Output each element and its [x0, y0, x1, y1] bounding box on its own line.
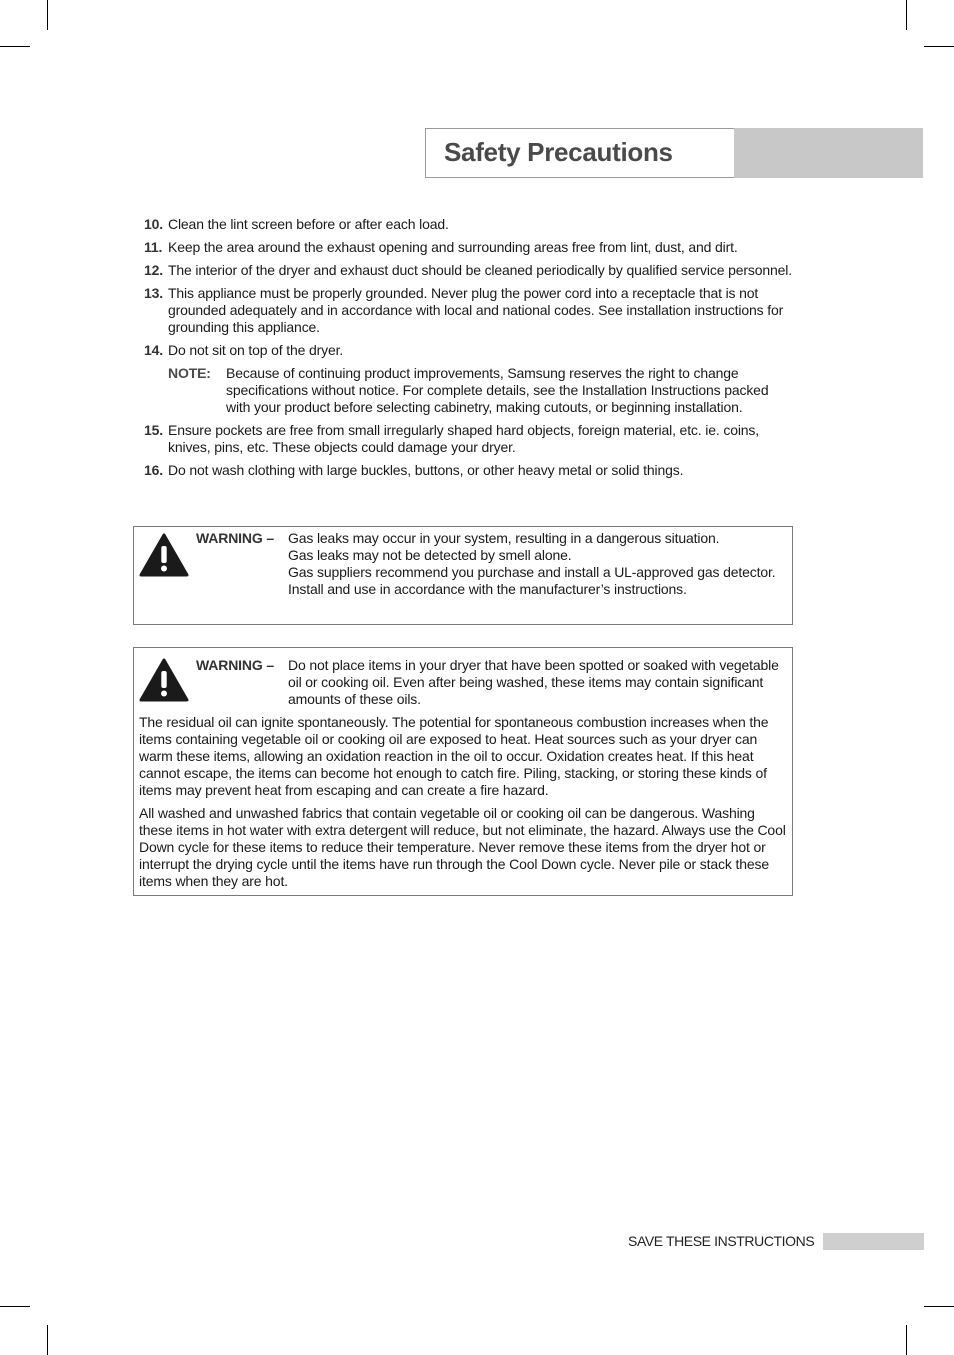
footer-text: SAVE THESE INSTRUCTIONS — [628, 1233, 815, 1249]
item-text: Clean the lint screen before or after each load. — [168, 216, 449, 232]
crop-mark — [0, 1306, 30, 1307]
warning-paragraph: All washed and unwashed fabrics that contain vegetable oil or cooking oil can be dangerous. Washing these items in hot water with extra detergent will reduce, but not eliminate, the hazard. Always use the Cool Down cycle for these items to reduce their temperature. Never remove these items from the dryer hot or interrupt the drying cycle until the items have run through the Cool Down cycle. Never pile or stack these items when they are hot. — [139, 805, 786, 889]
item-text: The interior of the dryer and exhaust duct should be cleaned periodically by qualified service personnel. — [168, 262, 792, 278]
list-item — [142, 285, 794, 336]
warning-text — [288, 648, 792, 708]
list-item — [142, 462, 794, 479]
item-number: 16. — [144, 462, 164, 478]
warning-line: Gas suppliers recommend you purchase and install a UL-approved gas detector. — [288, 564, 776, 580]
item-number: 15. — [144, 422, 164, 438]
warning-paragraph: The residual oil can ignite spontaneously. The potential for spontaneous combustion increases when the items containing vegetable oil or cooking oil are exposed to heat. Heat sources such as your dryer can warm these items, allowing an oxidation reaction in the oil to occur. Oxidation creates heat. If this heat cannot escape, the items can become hot enough to catch fire. Piling, stacking, or storing these kinds of items may prevent heat from escaping and can create a fire hazard. — [139, 714, 769, 798]
crop-mark — [906, 1325, 907, 1355]
warning-triangle-icon — [139, 658, 189, 702]
list-item — [142, 216, 794, 233]
item-text: Do not wash clothing with large buckles, buttons, or other heavy metal or solid things. — [168, 462, 684, 478]
oil-fire-warning — [133, 647, 793, 896]
list-item — [142, 262, 794, 279]
item-text: This appliance must be properly grounded. Never plug the power cord into a receptacle that is not grounded adequately and in accordance with local and national codes. See installation instructions for grounding this appliance. — [168, 285, 784, 335]
section-header — [425, 128, 923, 178]
list-item — [142, 239, 794, 256]
crop-mark — [47, 0, 48, 30]
item-number: 13. — [144, 285, 164, 301]
list-item — [142, 342, 794, 359]
warning-triangle-icon — [139, 533, 189, 577]
item-text: Ensure pockets are free from small irregularly shaped hard objects, foreign material, etc. ie. coins, knives, pins, etc. These objects could damage your dryer. — [168, 422, 760, 455]
item-number: 10. — [144, 216, 164, 232]
precautions-list — [142, 216, 794, 485]
crop-mark — [47, 1325, 48, 1355]
warning-text — [288, 527, 792, 598]
item-text: Do not sit on top of the dryer. — [168, 342, 344, 358]
note — [142, 365, 794, 416]
item-number: 14. — [144, 342, 164, 358]
item-number: 12. — [144, 262, 164, 278]
page-title: Safety Precautions — [444, 137, 673, 167]
warning-label: WARNING – — [196, 657, 274, 673]
item-text: Keep the area around the exhaust opening and surrounding areas free from lint, dust, and dirt. — [168, 239, 738, 255]
header-gray-block — [734, 128, 923, 178]
crop-mark — [924, 1306, 954, 1307]
list-item — [142, 422, 794, 456]
crop-mark — [906, 0, 907, 30]
warning-line: Gas leaks may occur in your system, resulting in a dangerous situation. — [288, 530, 720, 546]
note-text: Because of continuing product improvements, Samsung reserves the right to change specifications without notice. For complete details, see the Installation Instructions packed with your product before selecting cabinetry, making cutouts, or beginning installation. — [226, 365, 769, 415]
footer-gray-bar — [823, 1233, 924, 1250]
warning-line: Install and use in accordance with the manufacturer’s instructions. — [288, 581, 687, 597]
item-number: 11. — [144, 239, 163, 255]
crop-mark — [0, 46, 30, 47]
gas-leak-warning — [133, 526, 793, 625]
warning-line: Do not place items in your dryer that have been spotted or soaked with vegetable oil or cooking oil. Even after being washed, these items may contain significant amounts of these oils. — [288, 657, 779, 707]
warning-line: Gas leaks may not be detected by smell alone. — [288, 547, 572, 563]
crop-mark — [924, 46, 954, 47]
note-label: NOTE: — [168, 365, 211, 381]
warning-label: WARNING – — [196, 530, 274, 546]
